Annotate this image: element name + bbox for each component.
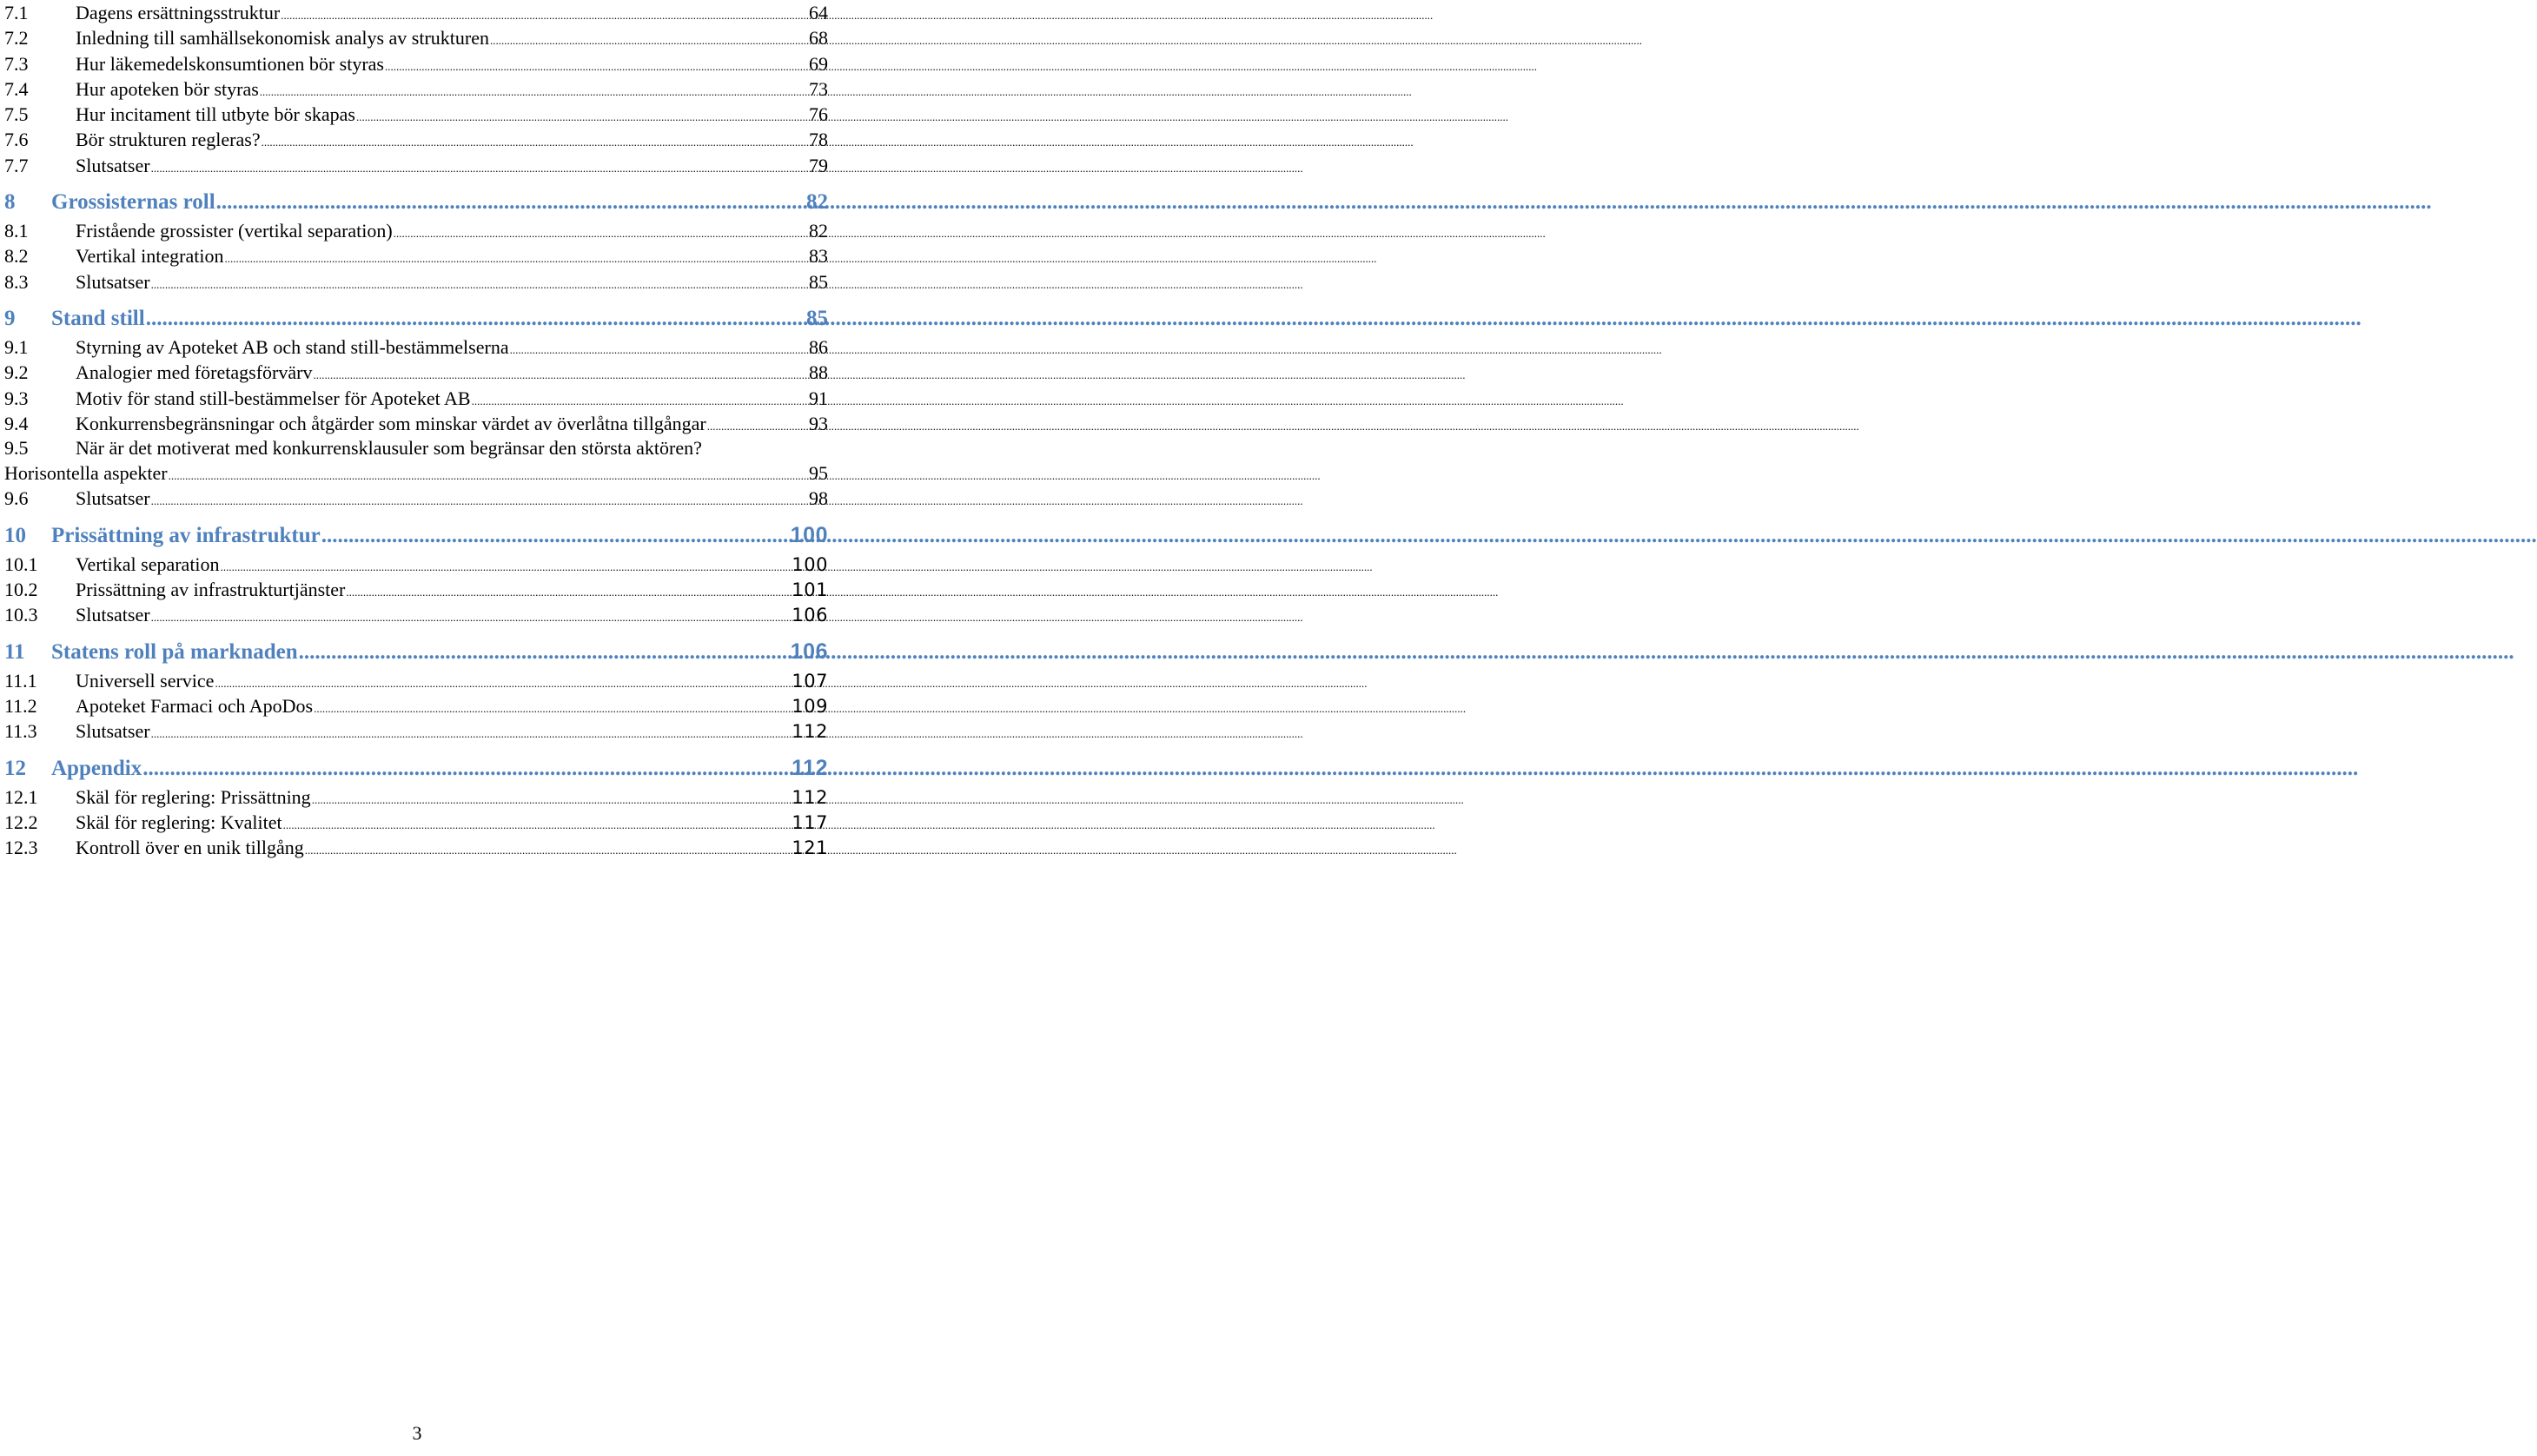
toc-section-entry[interactable] <box>4 25 830 50</box>
toc-dot-leader <box>311 784 792 812</box>
toc-dot-leader <box>393 218 809 246</box>
toc-dot-leader <box>345 577 792 605</box>
toc-entry-number: 7.4 <box>4 77 29 100</box>
toc-dot-leader <box>706 411 809 439</box>
toc-entry-number: 12.2 <box>4 811 38 833</box>
toc-section-entry[interactable] <box>4 76 830 102</box>
toc-entry-title: Inledning till samhällsekonomisk analys av strukturen <box>76 27 489 50</box>
toc-entry-number: 7.6 <box>4 129 29 151</box>
toc-entry-page: 106 <box>790 639 828 664</box>
toc-entry-title: Stand still <box>51 306 145 330</box>
toc-dot-leader <box>220 552 792 579</box>
toc-entry-title: Skäl för reglering: Kvalitet <box>76 811 282 833</box>
toc-section-entry[interactable] <box>4 243 830 268</box>
toc-entry-page: 112 <box>792 786 828 808</box>
toc-entry-title: Slutsatser <box>76 720 150 743</box>
toc-section-entry[interactable] <box>4 577 830 602</box>
toc-entry-number: 12 <box>4 756 26 780</box>
toc-section-entry[interactable] <box>4 810 830 835</box>
toc-section-entry[interactable] <box>4 153 830 178</box>
toc-section-entry[interactable] <box>4 835 830 860</box>
toc-entry-page: 117 <box>792 811 828 833</box>
toc-entry-number: 8.3 <box>4 270 29 293</box>
toc-entry-title: Slutsatser <box>76 154 150 176</box>
toc-entry-number: 11.1 <box>4 669 37 692</box>
toc-entry-number: 7.7 <box>4 154 29 176</box>
toc-entry-number: 12.3 <box>4 837 38 859</box>
toc-entry-number: 12.1 <box>4 785 38 808</box>
toc-entry-number: 9.1 <box>4 335 29 358</box>
toc-entry-title: Skäl för reglering: Prissättning <box>76 785 311 808</box>
toc-section-entry[interactable] <box>4 102 830 127</box>
toc-dot-leader <box>313 693 792 721</box>
toc-entry-number: 9.2 <box>4 361 29 384</box>
toc-entry-number: 7.5 <box>4 103 29 126</box>
toc-dot-leader <box>261 127 809 155</box>
toc-section-entry[interactable] <box>4 360 830 385</box>
toc-dot-leader <box>509 334 809 362</box>
toc-entry-number: 8 <box>4 190 16 215</box>
toc-entry-page: 98 <box>809 487 828 510</box>
toc-dot-leader <box>150 153 809 181</box>
toc-entry-page: 85 <box>806 306 828 330</box>
toc-entry-title: Hur incitament till utbyte bör skapas <box>76 103 355 126</box>
toc-entry-title: Hur apoteken bör styras <box>76 77 259 100</box>
toc-chapter-entry[interactable] <box>4 295 830 334</box>
toc-entry-title: Appendix <box>51 756 142 780</box>
toc-entry-number: 10.2 <box>4 579 38 601</box>
toc-entry-number: 10 <box>4 523 26 547</box>
toc-entry-number: 9.4 <box>4 412 29 434</box>
toc-entry-number: 7.2 <box>4 27 29 50</box>
toc-entry-number: 8.2 <box>4 245 29 268</box>
toc-entry-page: 121 <box>792 837 828 859</box>
toc-section-entry[interactable] <box>4 127 830 152</box>
toc-dot-leader <box>259 76 809 104</box>
toc-dot-leader <box>168 460 809 488</box>
toc-entry-number: 11.2 <box>4 694 37 717</box>
toc-entry-page: 68 <box>809 27 828 50</box>
toc-section-entry[interactable] <box>4 693 830 718</box>
toc-section-entry[interactable] <box>4 460 830 486</box>
toc-entry-page: 109 <box>792 695 828 717</box>
toc-section-entry[interactable] <box>4 0 830 25</box>
toc-entry-number: 10.3 <box>4 604 38 626</box>
toc-entry-title: Fristående grossister (vertikal separation) <box>76 220 393 242</box>
toc-entry-title: Dagens ersättningsstruktur <box>76 2 281 23</box>
toc-entry-page: 95 <box>809 462 828 485</box>
toc-entry-page: 78 <box>809 129 828 151</box>
toc-entry-title: Horisontella aspekter <box>4 462 168 485</box>
toc-section-entry[interactable] <box>4 552 830 577</box>
toc-dot-leader <box>384 51 809 79</box>
toc-entry-title: Prissättning av infrastrukturtjänster <box>76 579 346 601</box>
page-number: 3 <box>412 1422 422 1444</box>
toc-entry-number: 11 <box>4 639 25 664</box>
toc-chapter-entry[interactable] <box>4 512 830 552</box>
toc-section-entry[interactable] <box>4 269 830 295</box>
toc-dot-leader <box>471 386 809 414</box>
toc-entry-title: Slutsatser <box>76 270 150 293</box>
toc-entry-page: 79 <box>809 154 828 176</box>
toc-entry-number: 9.6 <box>4 487 29 510</box>
toc-entry-title: Styrning av Apoteket AB och stand still-bestämmelserna <box>76 335 509 358</box>
toc-entry-page: 107 <box>792 670 828 692</box>
toc-entry-page: 100 <box>790 522 828 547</box>
toc-entry-number: 9.3 <box>4 387 29 409</box>
toc-section-entry[interactable] <box>4 486 830 511</box>
toc-entry-number: 7.1 <box>4 2 29 23</box>
toc-entry-title: Grossisternas roll <box>51 190 215 215</box>
toc-entry-number: 9 <box>4 306 16 330</box>
toc-entry-title: Kontroll över en unik tillgång <box>76 837 304 859</box>
toc-entry-title: Statens roll på marknaden <box>51 639 298 664</box>
toc-entry-title: Hur läkemedelskonsumtionen bör styras <box>76 52 384 75</box>
toc-dot-leader <box>489 25 809 53</box>
toc-entry-number: 11.3 <box>4 720 37 743</box>
toc-dot-leader <box>280 0 809 28</box>
toc-section-entry[interactable] <box>4 668 830 693</box>
toc-section-entry[interactable] <box>4 411 830 436</box>
toc-entry-title: Motiv för stand still-bestämmelser för Apoteket AB <box>76 387 471 409</box>
toc-entry-title: Apoteket Farmaci och ApoDos <box>76 694 314 717</box>
toc-chapter-entry[interactable] <box>4 628 830 668</box>
toc-entry-page: 91 <box>809 387 828 409</box>
toc-dot-leader <box>355 102 809 129</box>
toc-entry-page: 112 <box>792 755 828 780</box>
toc-entry-page: 83 <box>809 245 828 268</box>
toc-dot-leader <box>214 668 792 696</box>
toc-entry-title: Slutsatser <box>76 604 150 626</box>
toc-dot-leader <box>150 269 809 297</box>
toc-dot-leader <box>312 360 809 387</box>
toc-entry-number: 9.5 <box>4 437 29 460</box>
toc-chapter-entry[interactable] <box>4 178 830 218</box>
toc-dot-leader <box>150 602 792 630</box>
toc-entry-page: 106 <box>792 605 828 626</box>
toc-chapter-entry[interactable] <box>4 745 830 784</box>
toc-entry-page: 76 <box>809 103 828 126</box>
toc-entry-page: 73 <box>809 77 828 100</box>
toc-dot-leader <box>304 835 792 863</box>
toc-entry-page: 82 <box>809 220 828 242</box>
toc-entry-title: Universell service <box>76 669 215 692</box>
toc-entry-page: 100 <box>792 553 828 575</box>
toc-entry-title: Prissättning av infrastruktur <box>51 523 321 547</box>
toc-entry-page: 112 <box>792 721 828 743</box>
toc-dot-leader <box>150 486 809 513</box>
toc-entry-number: 8.1 <box>4 220 29 242</box>
toc-entry-title: Slutsatser <box>76 487 150 510</box>
toc-section-entry[interactable] <box>4 218 830 243</box>
toc-entry-title: Vertikal integration <box>76 245 224 268</box>
toc-entry-number: 10.1 <box>4 553 38 575</box>
toc-section-entry[interactable] <box>4 51 830 76</box>
toc-section-entry[interactable] <box>4 334 830 360</box>
toc-section-entry[interactable] <box>4 602 830 627</box>
toc-entry-page: 86 <box>809 335 828 358</box>
toc-entry-page: 101 <box>792 579 828 601</box>
toc-entry-title: Vertikal separation <box>76 553 220 575</box>
toc-entry-page: 93 <box>809 412 828 434</box>
toc-entry-page: 88 <box>809 361 828 384</box>
toc-section-entry[interactable] <box>4 386 830 411</box>
toc-entry-page: 82 <box>806 190 828 215</box>
toc-entry-number: 7.3 <box>4 52 29 75</box>
table-of-contents <box>4 0 830 860</box>
toc-entry-title: Bör strukturen regleras? <box>76 129 261 151</box>
toc-dot-leader <box>282 810 792 837</box>
toc-entry-page: 64 <box>809 2 828 23</box>
toc-entry-title: Analogier med företagsförvärv <box>76 361 313 384</box>
toc-dot-leader <box>223 243 809 271</box>
toc-section-entry[interactable] <box>4 718 830 744</box>
toc-section-entry[interactable] <box>4 436 830 460</box>
toc-entry-page: 85 <box>809 270 828 293</box>
toc-dot-leader <box>150 718 792 746</box>
toc-section-entry[interactable] <box>4 784 830 810</box>
toc-entry-page: 69 <box>809 52 828 75</box>
toc-entry-title: Konkurrensbegränsningar och åtgärder som minskar värdet av överlåtna tillgångar <box>76 412 706 434</box>
toc-entry-title: När är det motiverat med konkurrensklausuler som begränsar den största aktören? <box>76 437 702 460</box>
